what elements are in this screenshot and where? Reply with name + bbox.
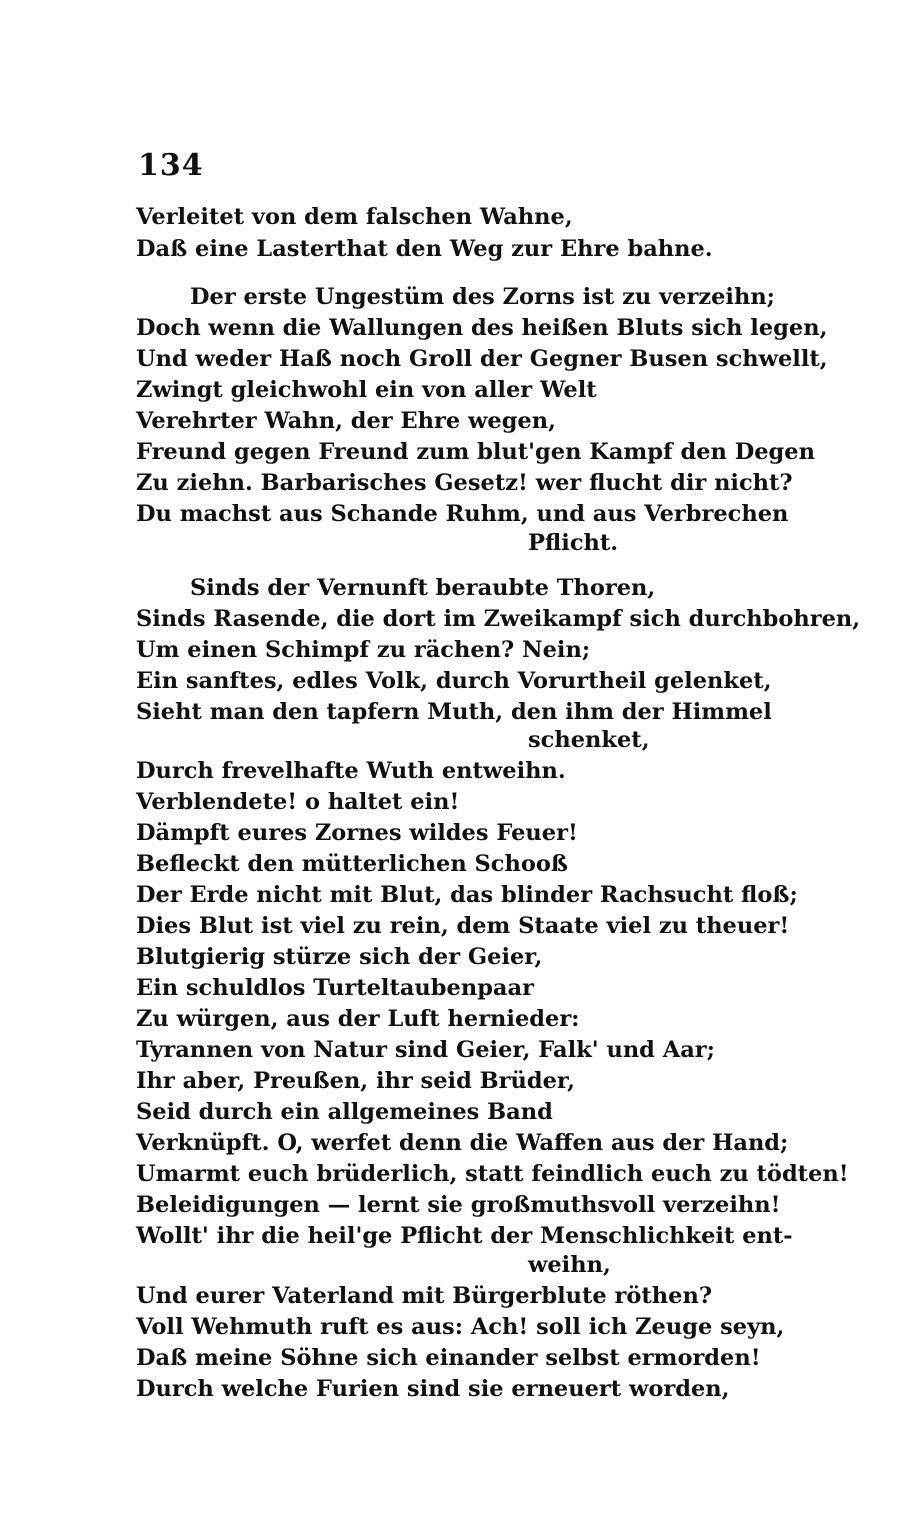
verse-line: Verblendete! o haltet ein! (136, 789, 460, 815)
verse-line: Zwingt gleichwohl ein von aller Welt (136, 377, 597, 403)
verse-line: Tyrannen von Natur sind Geier, Falk' und Aar; (136, 1037, 715, 1063)
verse-line: Sinds Rasende, die dort im Zweikampf sich durchbohren, (136, 606, 861, 632)
verse-line-turnover: weihn, (528, 1252, 611, 1278)
verse-line: Umarmt euch brüderlich, statt feindlich euch zu tödten! (136, 1161, 849, 1187)
verse-line: Durch welche Furien sind sie erneuert worden, (136, 1376, 730, 1402)
verse-line: Befleckt den mütterlichen Schooß (136, 851, 568, 877)
verse-line: Zu würgen, aus der Luft hernieder: (136, 1006, 580, 1032)
verse-line: Der Erde nicht mit Blut, das blinder Rachsucht floß; (136, 882, 798, 908)
verse-line: Zu ziehn. Barbarisches Gesetz! wer flucht dir nicht? (136, 470, 793, 496)
verse-line: Blutgierig stürze sich der Geier, (136, 944, 543, 970)
verse-line: Ihr aber, Preußen, ihr seid Brüder, (136, 1068, 575, 1094)
verse-line: Freund gegen Freund zum blut'gen Kampf den Degen (136, 439, 815, 465)
verse-line: Sieht man den tapfern Muth, den ihm der Himmel (136, 699, 772, 725)
page-number: 134 (138, 148, 204, 183)
verse-line: Beleidigungen — lernt sie großmuthsvoll verzeihn! (136, 1192, 781, 1218)
verse-line: Voll Wehmuth ruft es aus: Ach! soll ich Zeuge seyn, (136, 1314, 785, 1340)
verse-line: Und weder Haß noch Groll der Gegner Busen schwellt, (136, 346, 828, 372)
verse-line: Ein schuldlos Turteltaubenpaar (136, 975, 534, 1001)
verse-line: Verleitet von dem falschen Wahne, (136, 204, 573, 230)
verse-line: Verehrter Wahn, der Ehre wegen, (136, 408, 556, 434)
verse-line: Wollt' ihr die heil'ge Pflicht der Menschlichkeit ent- (136, 1223, 793, 1249)
verse-line: Du machst aus Schande Ruhm, und aus Verbrechen (136, 501, 789, 527)
verse-line: Durch frevelhafte Wuth entweihn. (136, 758, 566, 784)
verse-line: Dies Blut ist viel zu rein, dem Staate viel zu theuer! (136, 913, 790, 939)
verse-line: Um einen Schimpf zu rächen? Nein; (136, 637, 591, 663)
verse-line: Verknüpft. O, werfet denn die Waffen aus der Hand; (136, 1130, 789, 1156)
verse-line: Der erste Ungestüm des Zorns ist zu verzeihn; (190, 284, 775, 310)
verse-line: Ein sanftes, edles Volk, durch Vorurtheil gelenket, (136, 668, 772, 694)
verse-line: Doch wenn die Wallungen des heißen Bluts sich legen, (136, 315, 828, 341)
verse-line: Daß eine Lasterthat den Weg zur Ehre bahne. (136, 236, 713, 262)
verse-line: Dämpft eures Zornes wildes Feuer! (136, 820, 578, 846)
verse-line: Sinds der Vernunft beraubte Thoren, (190, 575, 656, 601)
verse-line: Daß meine Söhne sich einander selbst ermorden! (136, 1345, 761, 1371)
verse-line: Und eurer Vaterland mit Bürgerblute röthen? (136, 1283, 713, 1309)
verse-line-turnover: Pflicht. (528, 530, 619, 556)
verse-line-turnover: schenket, (528, 727, 650, 753)
verse-line: Seid durch ein allgemeines Band (136, 1099, 553, 1125)
